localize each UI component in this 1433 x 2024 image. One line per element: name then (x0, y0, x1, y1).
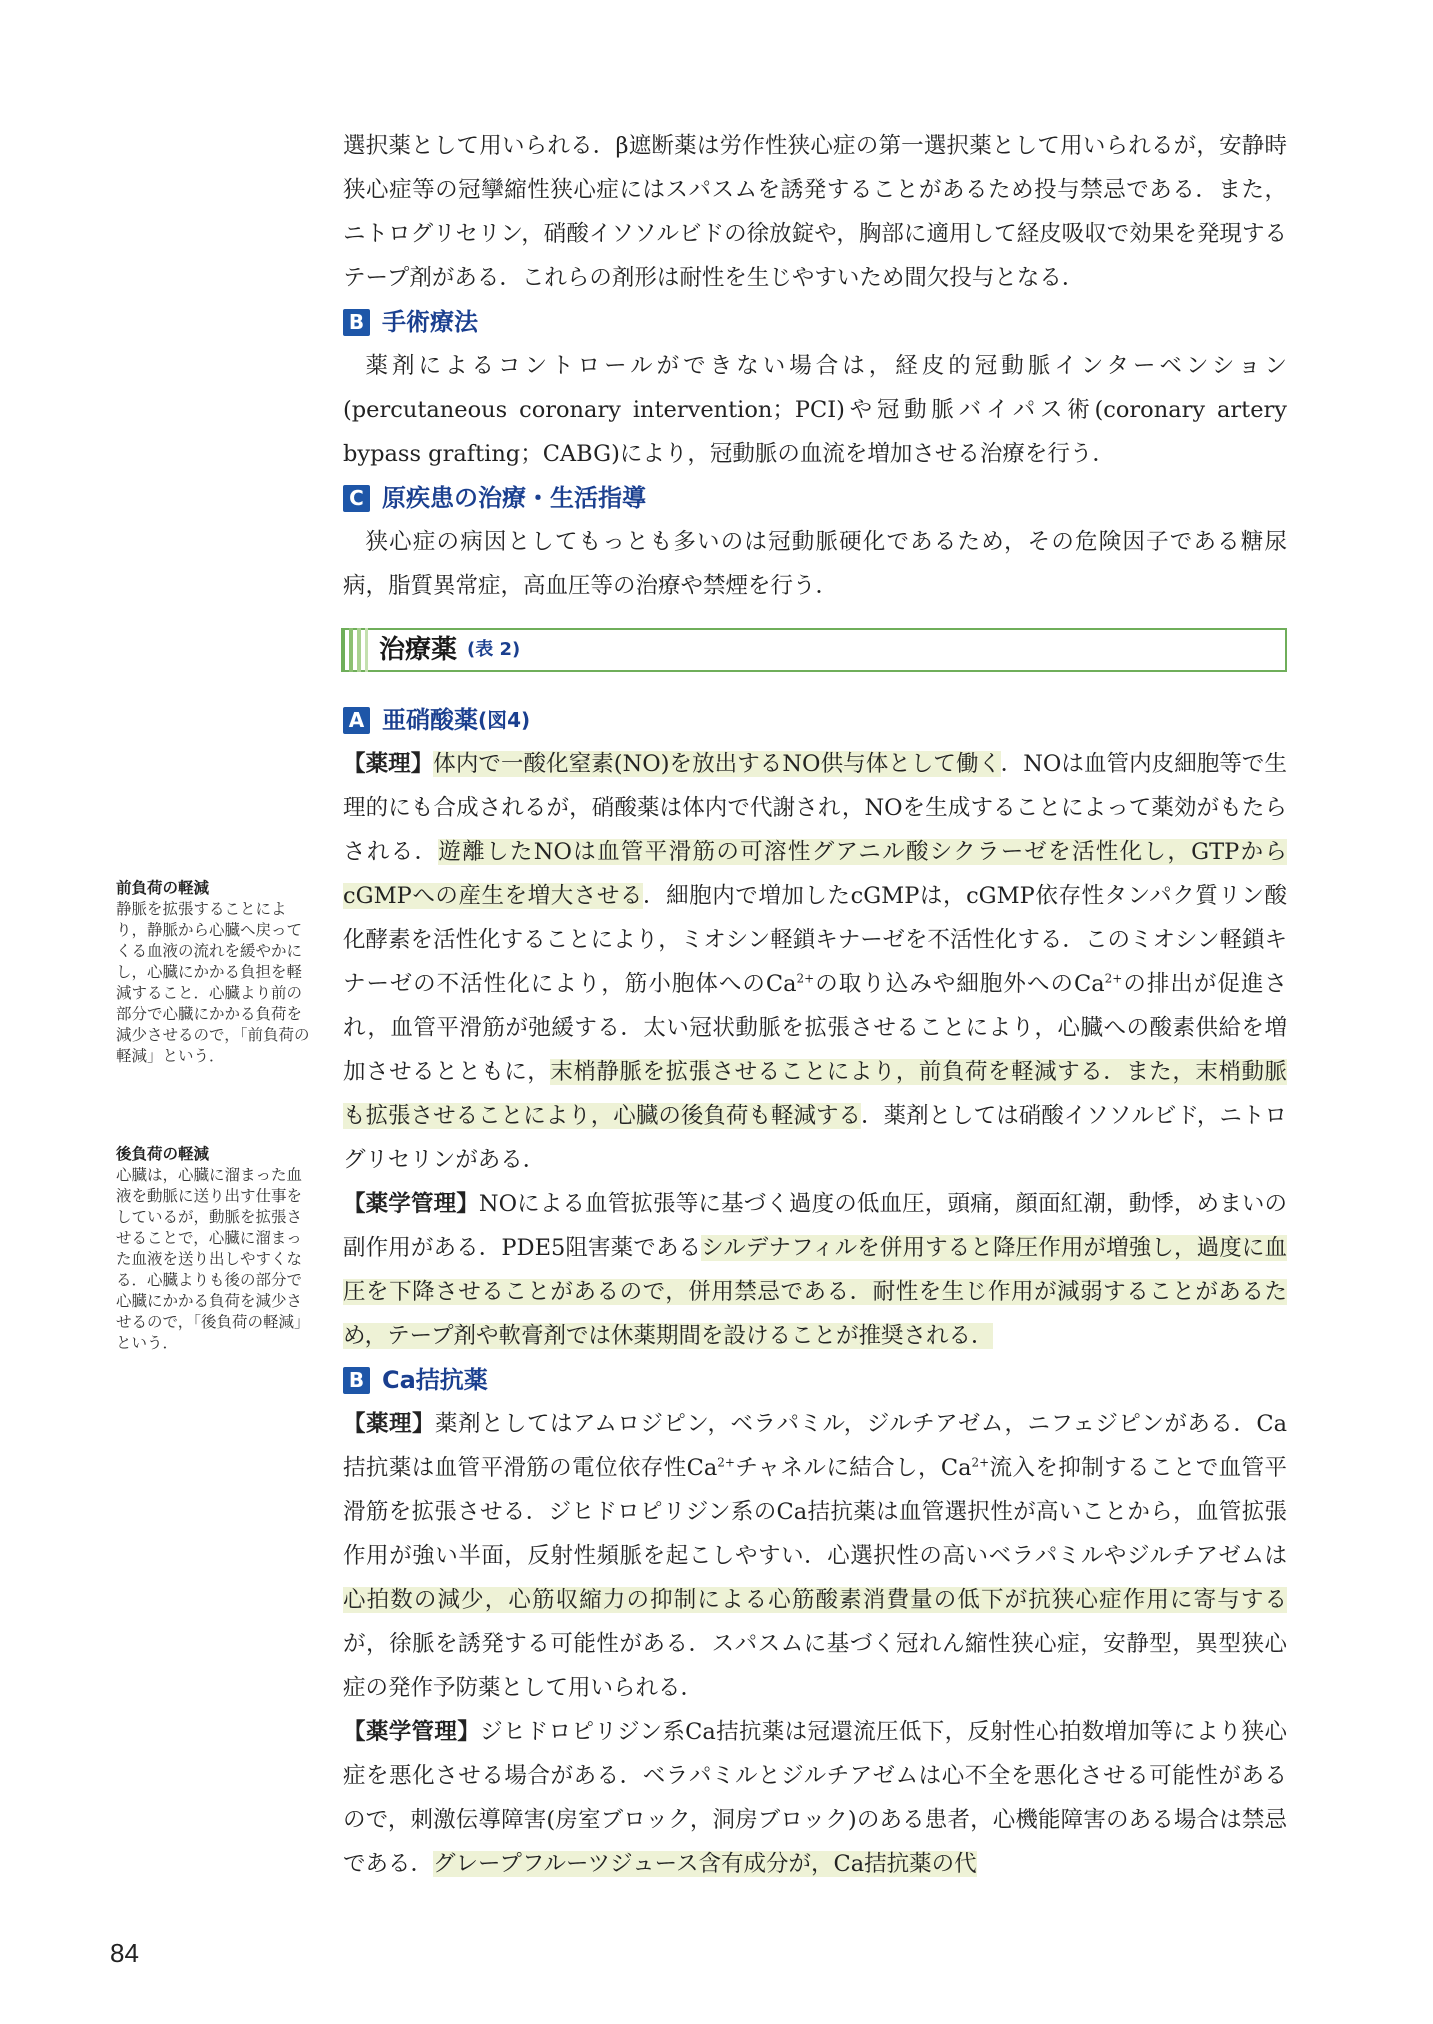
drug-a-heading (343, 698, 1287, 742)
section-c-body: 狭心症の病因としてもっとも多いのは冠動脈硬化であるため，その危険因子である糖尿病，脂質異常症，高血圧等の治療や禁煙を行う． (343, 529, 1287, 599)
sidenote-afterload (116, 1144, 316, 1354)
superscript: 2+ (1104, 971, 1123, 986)
drug-b-management (343, 1710, 1287, 1886)
page-number: 84 (110, 1938, 139, 1968)
superscript: 2+ (971, 1455, 990, 1470)
kanri-tag: 【薬学管理】 (343, 1719, 481, 1745)
text-run: ．NOは血管内皮細胞等で生理的にも合成されるが，硝酸薬は体内で代謝され，NOを生成することによって薬効がもたらされる． (343, 751, 1287, 865)
text-run: ジヒドロピリジン系Ca拮抗薬は冠還流圧低下，反射性心拍数増加等により狭心症を悪化させる場合がある．ベラパミルとジルチアゼムは心不全を悪化させる可能性があるので，刺激伝導障害(房室ブロック，洞房ブロック)のある患者，心機能障害のある場合は禁忌である． (343, 1719, 1287, 1877)
section-letter-badge: B (343, 309, 370, 336)
sidenote-title: 後負荷の軽減 (116, 1145, 210, 1163)
drug-a-pharmacology (343, 742, 1287, 1182)
highlight: 遊離したNOは血管平滑筋の可溶性グアニル酸シクラーゼを活性化し，GTPからcGMPへの産生を増大させる (343, 839, 1287, 909)
yakuri-tag: 【薬理】 (343, 1411, 435, 1437)
chapter-heading (343, 628, 1287, 672)
drug-b-pharmacology (343, 1402, 1287, 1710)
highlight: 心拍数の減少，心筋収縮力の抑制による心筋酸素消費量の低下が抗狭心症作用に寄与する (343, 1587, 1287, 1613)
section-letter-badge: C (343, 485, 370, 512)
main-column (343, 124, 1287, 1886)
section-letter-badge: B (343, 1367, 370, 1394)
text-run: チャネルに結合し，Ca (734, 1455, 972, 1481)
text-run: ．細胞内で増加したcGMPは，cGMP依存性タンパク質リン酸化酵素を活性化することにより，ミオシン軽鎖キナーゼを不活性化する．このミオシン軽鎖キナーゼの不活性化により，筋小胞体へのCa (343, 883, 1287, 997)
highlight: シルデナフィルを併用すると降圧作用が増強し，過度に血圧を下降させることがあるので，併用禁忌である．耐性を生じ作用が減弱することがあるため，テープ剤や軟膏剤では休薬期間を設けることが推奨される． (343, 1235, 1288, 1349)
text-run: の取り込みや細胞外へのCa (814, 971, 1105, 997)
text-run: の排出が促進され，血管平滑筋が弛緩する．太い冠状動脈を拡張させることにより，心臓への酸素供給を増加させるとともに， (343, 971, 1287, 1085)
section-b-heading (343, 300, 1287, 344)
sidenote-preload (116, 878, 316, 1067)
intro-paragraph: 選択薬として用いられる．β遮断薬は労作性狭心症の第一選択薬として用いられるが，安静時狭心症等の冠攣縮性狭心症にはスパスムを誘発することがあるため投与禁忌である．また，ニトログリセリン，硝酸イソソルビドの徐放錠や，胸部に適用して経皮吸収で効果を発現するテープ剤がある．これらの剤形は耐性を生じやすいため間欠投与となる． (343, 133, 1287, 291)
highlight: グレープフルーツジュース含有成分が，Ca拮抗薬の代 (433, 1851, 977, 1877)
drug-b-title: Ca拮抗薬 (382, 1366, 488, 1394)
text-run: 薬剤としてはアムロジピン，ベラパミル，ジルチアゼム，ニフェジピンがある．Ca拮抗薬は血管平滑筋の電位依存性Ca (343, 1411, 1287, 1481)
figure-ref[interactable]: (図4) (478, 708, 531, 732)
sidenote-body: 心臓は，心臓に溜まった血液を動脈に送り出す仕事をしているが，動脈を拡張させることで，心臓に溜まった血液を送り出しやすくなる．心臓よりも後の部分で心臓にかかる負荷を減少させるので，「後負荷の軽減」という． (116, 1166, 310, 1352)
chapter-bars-icon (341, 628, 371, 672)
text-run: NOによる血管拡張等に基づく過度の低血圧，頭痛，顔面紅潮，動悸，めまいの副作用がある．PDE5阻害薬である (343, 1191, 1287, 1261)
highlight: 体内で一酸化窒素(NO)を放出するNO供与体として働く (433, 751, 1001, 777)
section-letter-badge: A (343, 707, 370, 734)
sidenote-body: 静脈を拡張することにより，静脈から心臓へ戻ってくる血液の流れを緩やかにし，心臓にかかる負担を軽減すること．心臓より前の部分で心臓にかかる負荷を減少させるので，「前負荷の軽減」という． (116, 900, 310, 1065)
section-c-heading (343, 476, 1287, 520)
highlight: 末梢静脈を拡張させることにより，前負荷を軽減する．また，末梢動脈も拡張させることにより，心臓の後負荷も軽減する (343, 1059, 1287, 1129)
drug-a-title: 亜硝酸薬 (382, 706, 478, 734)
section-b-body: 薬剤によるコントロールができない場合は，経皮的冠動脈インターベンション(percutaneous coronary intervention；PCI)や冠動脈バイパス術(coronary artery bypass grafting；CABG)により，冠動脈の血流を増加させる治療を行う． (343, 353, 1287, 467)
yakuri-tag: 【薬理】 (343, 751, 434, 777)
text-run: が，徐脈を誘発する可能性がある．スパスムに基づく冠れん縮性狭心症，安静型，異型狭心症の発作予防薬として用いられる． (343, 1631, 1287, 1701)
drug-b-heading (343, 1358, 1287, 1402)
superscript: 2+ (796, 971, 815, 986)
text-run: ．薬剤としては硝酸イソソルビド，ニトログリセリンがある． (343, 1103, 1287, 1173)
superscript: 2+ (717, 1455, 735, 1470)
sidenote-title: 前負荷の軽減 (116, 879, 210, 897)
text-run: 流入を抑制することで血管平滑筋を拡張させる．ジヒドロピリジン系のCa拮抗薬は血管選択性が高いことから，血管拡張作用が強い半面，反射性頻脈を起こしやすい．心選択性の高いベラパミルやジルチアゼムは (343, 1455, 1287, 1569)
kanri-tag: 【薬学管理】 (343, 1191, 479, 1217)
chapter-title: 治療薬 (379, 635, 458, 665)
chapter-table-ref[interactable]: (表 2) (467, 639, 521, 660)
section-title: 原疾患の治療・生活指導 (382, 484, 646, 512)
section-title: 手術療法 (382, 308, 478, 336)
drug-a-management (343, 1182, 1287, 1358)
